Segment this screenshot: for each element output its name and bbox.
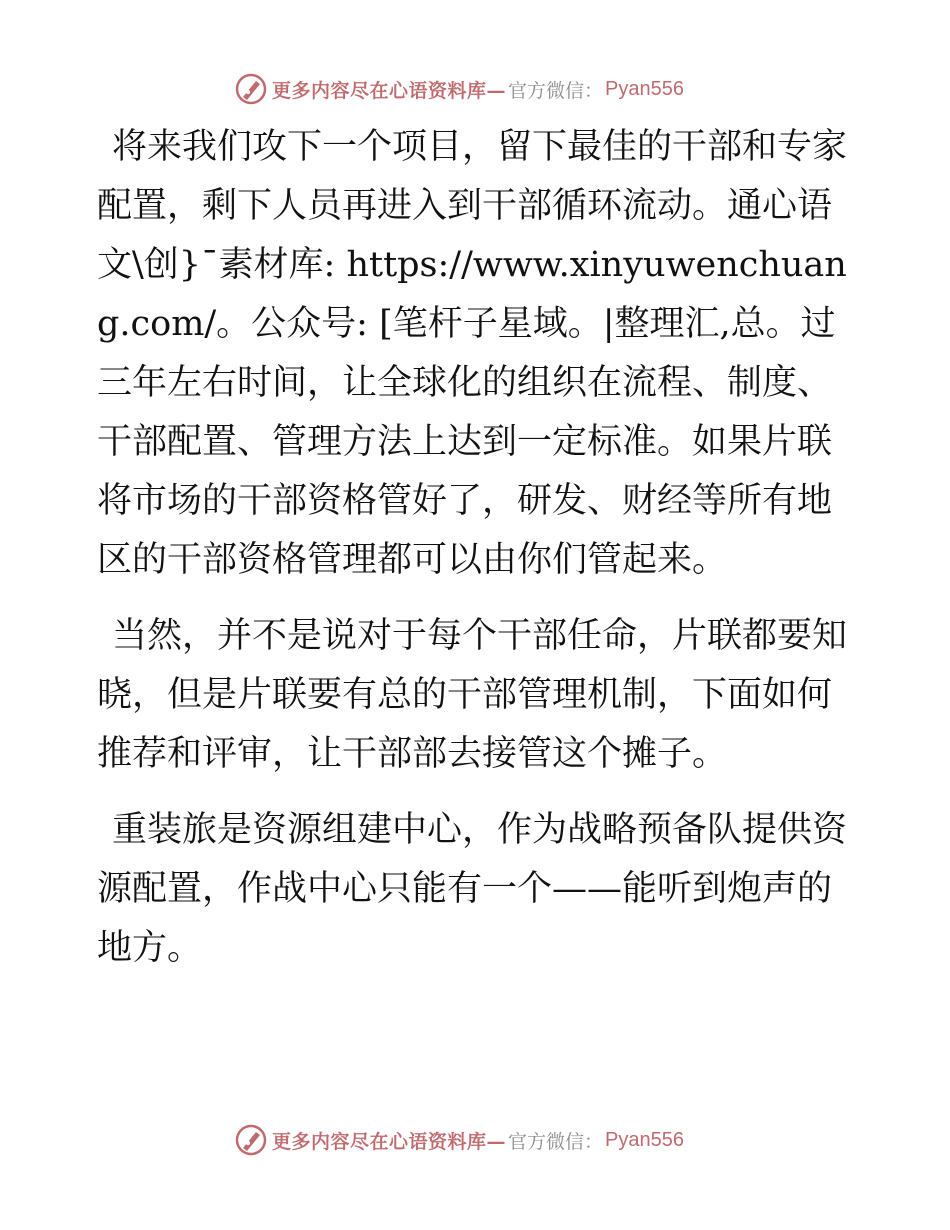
paragraph: 重装旅是资源组建中心，作为战略预备队提供资源配置，作战中心只能有一个——能听到炮声的地方。 xyxy=(97,810,848,968)
pen-nib-logo-icon xyxy=(234,72,268,106)
pen-nib-logo-icon xyxy=(234,1123,268,1157)
paragraph: 将来我们攻下一个项目，留下最佳的干部和专家配置，剩下人员再进入到干部循环流动。通心语文\创}¯素材库: https://www.xinyuwenchuang.com/。公众号: [笔杆子星域。|整理汇,总。过三年左右时间，让全球化的组织在流程、制度、干部配置、管理方法上达到一定标准。如果片联将市场的干部资格管好了，研发、财经等所有地区的干部资格管理都可以由你们管起来。 xyxy=(97,127,848,580)
header-banner-wechat-id: Pyan556 xyxy=(605,77,684,100)
footer-banner-wechat-label: 官方微信： xyxy=(508,1130,604,1153)
footer-banner xyxy=(234,1123,684,1157)
header-banner-text: 更多内容尽在心语资料库— xyxy=(272,79,507,102)
header-banner xyxy=(234,72,684,106)
paragraph: 当然，并不是说对于每个干部任命，片联都要知晓，但是片联要有总的干部管理机制，下面如何推荐和评审，让干部部去接管这个摊子。 xyxy=(97,616,848,774)
header-banner-wechat-label: 官方微信： xyxy=(508,79,604,102)
document-body xyxy=(97,118,853,978)
footer-banner-wechat-id: Pyan556 xyxy=(605,1128,684,1151)
footer-banner-text: 更多内容尽在心语资料库— xyxy=(272,1130,507,1153)
